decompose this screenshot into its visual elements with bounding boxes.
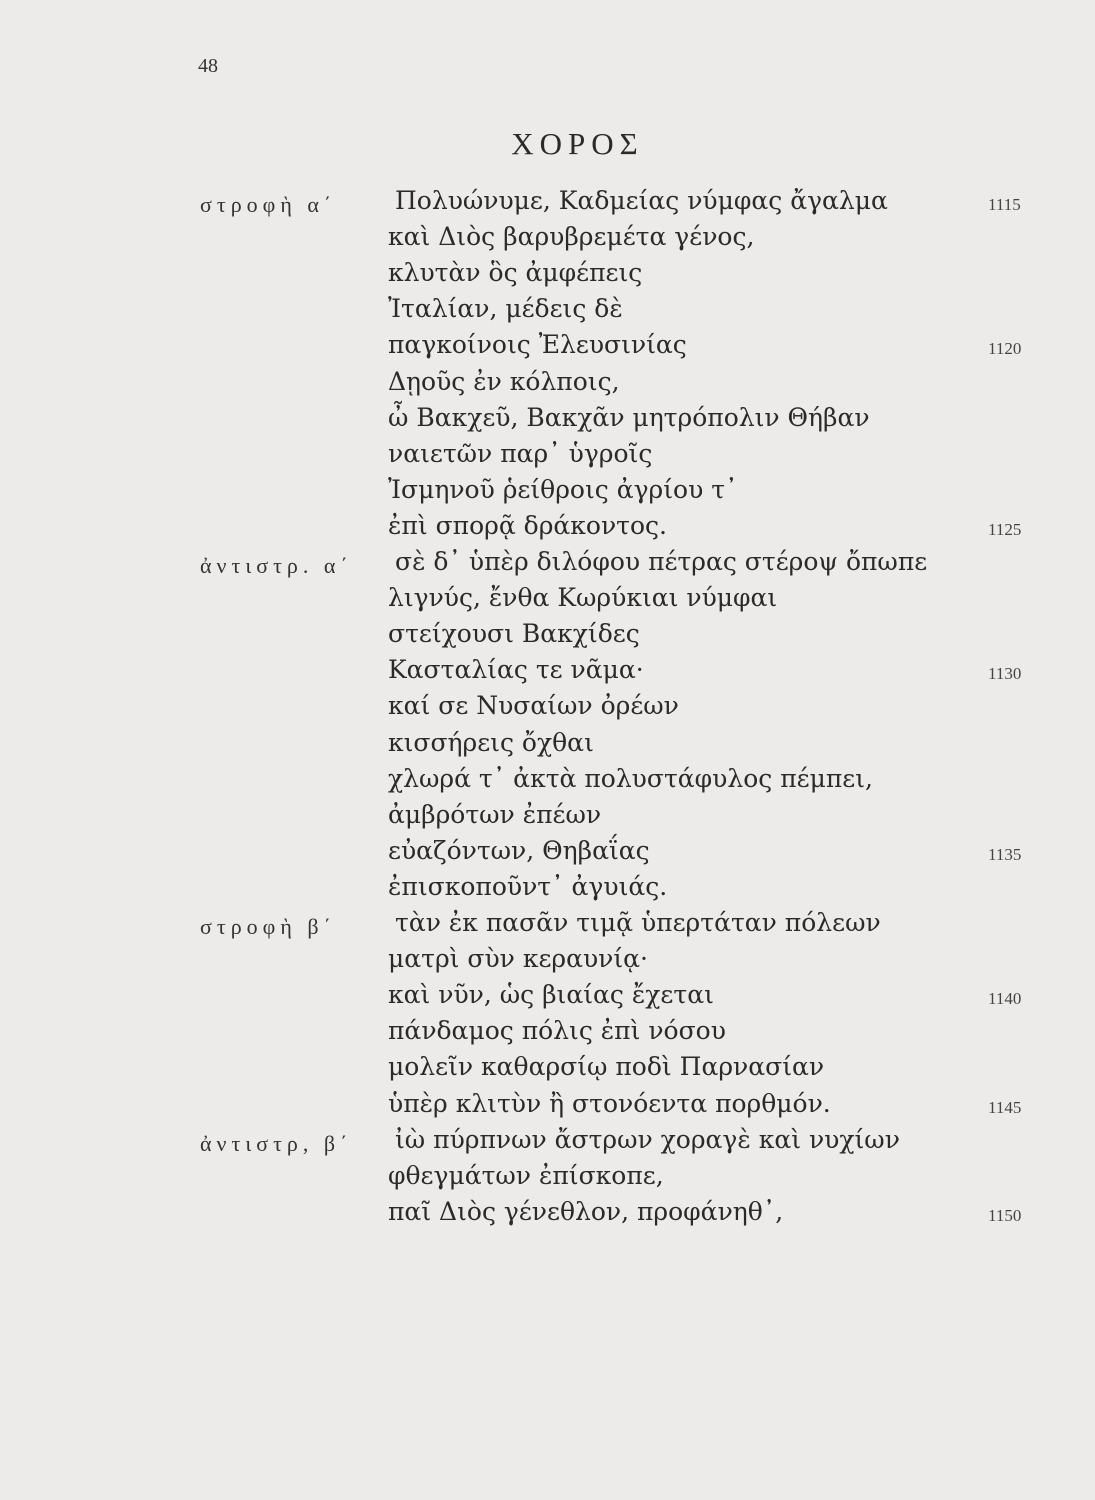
verse-text: πάνδαμος πόλις ἐπὶ νόσου xyxy=(388,1016,726,1046)
verse-text: χλωρά τ᾽ ἀκτὰ πολυστάφυλος πέμπει, xyxy=(388,763,873,793)
verse-text: ναιετῶν παρ᾽ ὑγροῖς xyxy=(388,438,653,468)
verse-text: καὶ νῦν, ὡς βιαίας ἔχεται xyxy=(388,980,714,1010)
verse-text: ἰὼ πύρπνων ἄστρων χοραγὲ καὶ νυχίων xyxy=(395,1124,900,1154)
verse-line xyxy=(0,475,1095,515)
verse-text: στείχουσι Βακχίδες xyxy=(388,619,640,649)
verse-text: Πολυώνυμε, Καδμείας νύμφας ἄγαλμα xyxy=(395,186,888,215)
verse-text: Ἰσμηνοῦ ῥείθροις ἀγρίου τ᾽ xyxy=(388,474,738,504)
verse-text: ὑπὲρ κλιτὺν ἢ στονόεντα πορθμόν. xyxy=(388,1088,831,1118)
verse-line xyxy=(0,944,1095,984)
verse-text: παῖ Διὸς γένεθλον, προφάνηθ᾽, xyxy=(388,1196,784,1226)
line-number: 1125 xyxy=(988,519,1022,539)
verse-line xyxy=(0,655,1095,695)
verse-line xyxy=(0,547,1095,587)
verse-line xyxy=(0,872,1095,912)
verse-text: ἀμβρότων ἐπέων xyxy=(388,799,602,829)
verse-line xyxy=(0,908,1095,948)
verse-line xyxy=(0,258,1095,298)
verse-text: καί σε Νυσαίων ὀρέων xyxy=(388,691,679,721)
verse-text: καὶ Διὸς βαρυβρεμέτα γένος, xyxy=(388,222,755,252)
strophe-label: στροφὴ β΄ xyxy=(200,914,336,939)
verse-line xyxy=(0,294,1095,334)
verse-line xyxy=(0,1197,1095,1237)
verse-text: ἐπὶ σπορᾷ δράκοντος. xyxy=(388,510,668,540)
line-number: 1120 xyxy=(988,339,1022,359)
verse-line xyxy=(0,367,1095,407)
verse-text: κισσήρεις ὄχθαι xyxy=(388,727,594,757)
verse-line xyxy=(0,583,1095,623)
verse-text: σὲ δ᾽ ὑπὲρ διλόφου πέτρας στέροψ ὄπωπε xyxy=(395,547,928,576)
verse-text: Ἰταλίαν, μέδεις δὲ xyxy=(388,294,623,324)
verse-line xyxy=(0,439,1095,479)
verse-text: ματρὶ σὺν κεραυνίᾳ· xyxy=(388,944,648,974)
verse-line xyxy=(0,1125,1095,1165)
verse-line xyxy=(0,1016,1095,1056)
verse-line xyxy=(0,728,1095,768)
line-number: 1145 xyxy=(988,1097,1022,1117)
verse-line xyxy=(0,186,1095,226)
line-number: 1130 xyxy=(988,664,1022,684)
verse-line xyxy=(0,403,1095,443)
verse-line xyxy=(0,691,1095,731)
verse-text: φθεγμάτων ἐπίσκοπε, xyxy=(388,1160,664,1190)
verse-line xyxy=(0,222,1095,262)
verse-line xyxy=(0,1161,1095,1201)
verse-line xyxy=(0,619,1095,659)
line-number: 1150 xyxy=(988,1205,1022,1225)
verse-line xyxy=(0,1089,1095,1129)
verse-text: παγκοίνοις Ἐλευσινίας xyxy=(388,330,687,360)
verse-line xyxy=(0,980,1095,1020)
line-number: 1140 xyxy=(988,989,1022,1009)
verse-text: κλυτὰν ὃς ἀμφέπεις xyxy=(388,258,643,288)
verse-line xyxy=(0,764,1095,804)
line-number: 1135 xyxy=(988,844,1022,864)
verse-line xyxy=(0,330,1095,370)
verse-text: λιγνύς, ἔνθα Κωρύκιαι νύμφαι xyxy=(388,583,778,613)
verse-text: εὐαζόντων, Θηβαΐας xyxy=(388,835,650,865)
line-number: 1115 xyxy=(988,195,1021,214)
verse-line xyxy=(0,511,1095,551)
verse-text: μολεῖν καθαρσίῳ ποδὶ Παρνασίαν xyxy=(388,1052,825,1082)
verse-text: ὦ Βακχεῦ, Βακχᾶν μητρόπολιν Θήβαν xyxy=(388,402,870,432)
verse-text: Δῃοῦς ἐν κόλποις, xyxy=(388,366,620,396)
strophe-label: ἀντιστρ, β΄ xyxy=(200,1130,353,1156)
strophe-label: στροφὴ α΄ xyxy=(200,192,337,217)
strophe-label: ἀντιστρ. α΄ xyxy=(200,553,353,578)
verse-line xyxy=(0,836,1095,876)
verse-text: Κασταλίας τε νᾶμα· xyxy=(388,655,644,685)
page-number: 48 xyxy=(198,55,218,77)
verse-line xyxy=(0,800,1095,840)
verse-text: ἐπισκοποῦντ᾽ ἀγυιάς. xyxy=(388,871,668,901)
verse-line xyxy=(0,1052,1095,1092)
chorus-heading: ΧΟΡΟΣ xyxy=(511,126,644,161)
verse-text: τὰν ἐκ πασᾶν τιμᾷ ὑπερτάταν πόλεων xyxy=(395,908,881,937)
